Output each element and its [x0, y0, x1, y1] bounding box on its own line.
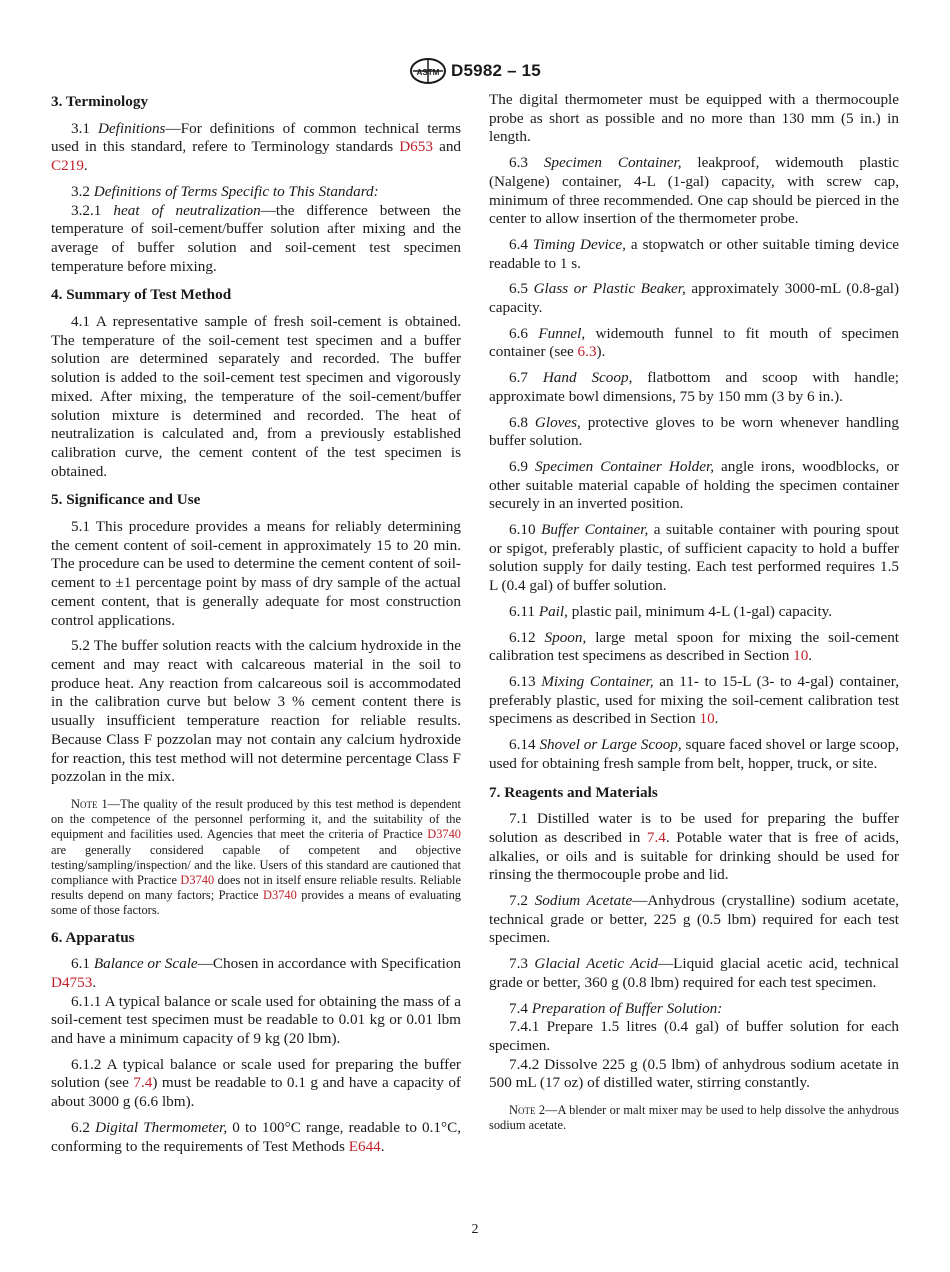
section-7-heading: 7. Reagents and Materials: [489, 783, 658, 801]
note-2: Note 2—A blender or malt mixer may be used to help dissolve the anhydrous sodium acetate.: [489, 1103, 899, 1133]
astm-logo-icon: [409, 58, 447, 84]
left-column: [51, 91, 461, 1163]
ref-d3740-link[interactable]: D3740: [180, 872, 215, 887]
para-5-1: 5.1 This procedure provides a means for reliably determining the cement content of soil-cement in approximately 15 to 20 min. The procedure can be used to determine the cement content of soil-cement to ±1 percentage point by mass of dry sample of the actual cement content, that is generally adequate for most construction control applications.: [51, 518, 461, 629]
section-6-heading: 6. Apparatus: [51, 928, 135, 946]
section-4-heading: 4. Summary of Test Method: [51, 286, 232, 304]
para-3-1: 3.1 Definitions—For definitions of common technical terms used in this standard, refere to Terminology standards D653 and C219.: [51, 119, 462, 175]
para-3-2-1: 3.2.1 heat of neutralization—the difference between the temperature of soil-cement/buffer solution after mixing and the average of buffer solution and soil-cement test specimen temperature before mixing.: [51, 201, 461, 275]
para-7-2: 7.2 Sodium Acetate—Anhydrous (crystalline) sodium acetate, technical grade or better, 225 g (0.5 lbm) required for each test specimen.: [489, 892, 899, 947]
para-7-4-2: 7.4.2 Dissolve 225 g (0.5 lbm) of anhydrous sodium acetate in 500 mL (17 oz) of distilled water, stirring constantly.: [489, 1055, 899, 1092]
section-5-heading: 5. Significance and Use: [51, 491, 201, 509]
para-6-1-1: 6.1.1 A typical balance or scale used for obtaining the mass of a soil-cement test specimen must be readable to 0.01 kg or 0.01 lbm and have a minimum capacity of 9 kg (20 lbm).: [51, 992, 461, 1048]
para-7-4: 7.4 Preparation of Buffer Solution:: [509, 999, 723, 1017]
section-3-heading: 3. Terminology: [51, 93, 149, 110]
ref-e644-link[interactable]: E644: [348, 1137, 381, 1155]
ref-7-4-link[interactable]: 7.4: [646, 828, 666, 846]
ref-d3740-link[interactable]: D3740: [427, 827, 461, 842]
page-number: 2: [471, 1222, 479, 1237]
para-3-2: 3.2 Definitions of Terms Specific to This Standard:: [71, 182, 379, 200]
ref-c219-link[interactable]: C219: [51, 157, 84, 175]
para-7-1: 7.1 Distilled water is to be used for preparing the buffer solution as described in 7.4. Potable water that is free of acids, alkalies, or oils and is suitable for drinking should be used for rinsing the thermocouple probe and lid.: [489, 810, 900, 884]
para-6-9: 6.9 Specimen Container Holder, angle irons, woodblocks, or other suitable material capable of holding the specimen container securely in an inverted position.: [489, 457, 899, 513]
para-6-3: 6.3 Specimen Container, leakproof, widemouth plastic (Nalgene) container, 4-L (1-gal) capacity, with screw cap, minimum of three recommended. One cap should be pierced in the center to allow insertion of the thermometer probe.: [489, 154, 899, 228]
para-6-1-2: 6.1.2 A typical balance or scale used for preparing the buffer solution (see 7.4) must be readable to 0.1 g and have a capacity of about 3000 g (6.6 lbm).: [51, 1055, 461, 1111]
right-column: [489, 91, 899, 1141]
para-6-5: 6.5 Glass or Plastic Beaker, approximately 3000-mL (0.8-gal) capacity.: [489, 280, 900, 317]
ref-7-4-link[interactable]: 7.4: [133, 1074, 153, 1092]
para-6-10: 6.10 Buffer Container, a suitable container with pouring spout or spigot, preferably plastic, of sufficient capacity to hold a buffer solution supply for daily testing. Each test performed requires 1.5 L (0.4 gal) of buffer solution.: [489, 521, 900, 595]
para-7-3: 7.3 Glacial Acetic Acid—Liquid glacial acetic acid, technical grade or better, 360 g (0.8 lbm) required for each test specimen.: [489, 955, 900, 991]
para-6-7: 6.7 Hand Scoop, flatbottom and scoop with handle; approximate bowl dimensions, 75 by 150 mm (3 by 6 in.).: [489, 369, 899, 405]
para-5-2: 5.2 The buffer solution reacts with the calcium hydroxide in the cement and may react with calcareous material in the soil to produce heat. Any reaction from calcareous soil is accommodated in the calibration curve but below 3 % cement content there is usually insufficient temperature reaction for reliable results. Because Class F pozzolan may not contain any calcium hydroxide for reaction, this test method will not determine percentage Class F pozzolan in the mix.: [51, 637, 461, 786]
logo-text: ASTM: [416, 68, 440, 77]
para-6-13: 6.13 Mixing Container, an 11- to 15-L (3- to 4-gal) container, preferably plastic, used for mixing the soil-cement calibration test specimens as described in Section 10.: [489, 672, 900, 728]
standard-designation: D5982 – 15: [451, 61, 541, 80]
para-6-14: 6.14 Shovel or Large Scoop, square faced shovel or large scoop, used for obtaining fresh sample from belt, hopper, truck, or site.: [489, 736, 900, 772]
note-1: Note 1—The quality of the result produced by this test method is dependent on the competence of the personnel performing it, and the suitability of the equipment and facilities used. Agencies that meet the criteria of Practice D3740 are generally considered capable of competent and objective testing/sampling/inspection/ and the like. Users of this standard are cautioned that compliance with Practice D3740 does not in itself ensure reliable results. Reliable results depend on many factors; Practice D3740 provides a means of evaluating some of those factors.: [51, 796, 461, 918]
para-6-6: 6.6 Funnel, widemouth funnel to fit mouth of specimen container (see 6.3).: [489, 324, 900, 361]
ref-d653-link[interactable]: D653: [399, 138, 433, 156]
ref-section-10-link[interactable]: 10: [699, 710, 715, 728]
ref-d3740-link[interactable]: D3740: [263, 888, 297, 903]
para-4-1: 4.1 A representative sample of fresh soil-cement is obtained. The temperature of the soil-cement test specimen and a buffer solution are determined separately and recorded. The buffer solution is added to the soil-cement test specimen and vigorously mixed. After mixing, the temperature of the soil-cement/buffer solution mixture is determined and recorded. The heat of neutralization is calculated and, from a previously established calibration curve, the cement content of the test specimen is obtained.: [51, 313, 461, 480]
page-header: [0, 58, 950, 84]
para-6-12: 6.12 Spoon, large metal spoon for mixing the soil-cement calibration test specimens as described in Section 10.: [489, 628, 900, 665]
ref-d4753-link[interactable]: D4753: [51, 973, 93, 991]
para-6-4: 6.4 Timing Device, a stopwatch or other suitable timing device readable to 1 s.: [489, 235, 899, 272]
ref-section-10-link[interactable]: 10: [793, 647, 809, 665]
para-6-1: 6.1 Balance or Scale—Chosen in accordance with Specification D4753.: [51, 955, 462, 991]
para-6-2: 6.2 Digital Thermometer, 0 to 100°C range, readable to 0.1°C, conforming to the requirements of Test Methods E644.: [51, 1118, 461, 1155]
para-7-4-1: 7.4.1 Prepare 1.5 litres (0.4 gal) of buffer solution for each specimen.: [489, 1018, 899, 1054]
para-6-11: 6.11 Pail, plastic pail, minimum 4-L (1-gal) capacity.: [509, 602, 833, 620]
para-6-2-continued: The digital thermometer must be equipped with a thermocouple probe as short as possible and no more than 130 mm (5 in.) in length.: [489, 91, 899, 146]
ref-6-3-link[interactable]: 6.3: [577, 343, 597, 361]
para-6-8: 6.8 Gloves, protective gloves to be worn whenever handling buffer solution.: [489, 413, 899, 450]
